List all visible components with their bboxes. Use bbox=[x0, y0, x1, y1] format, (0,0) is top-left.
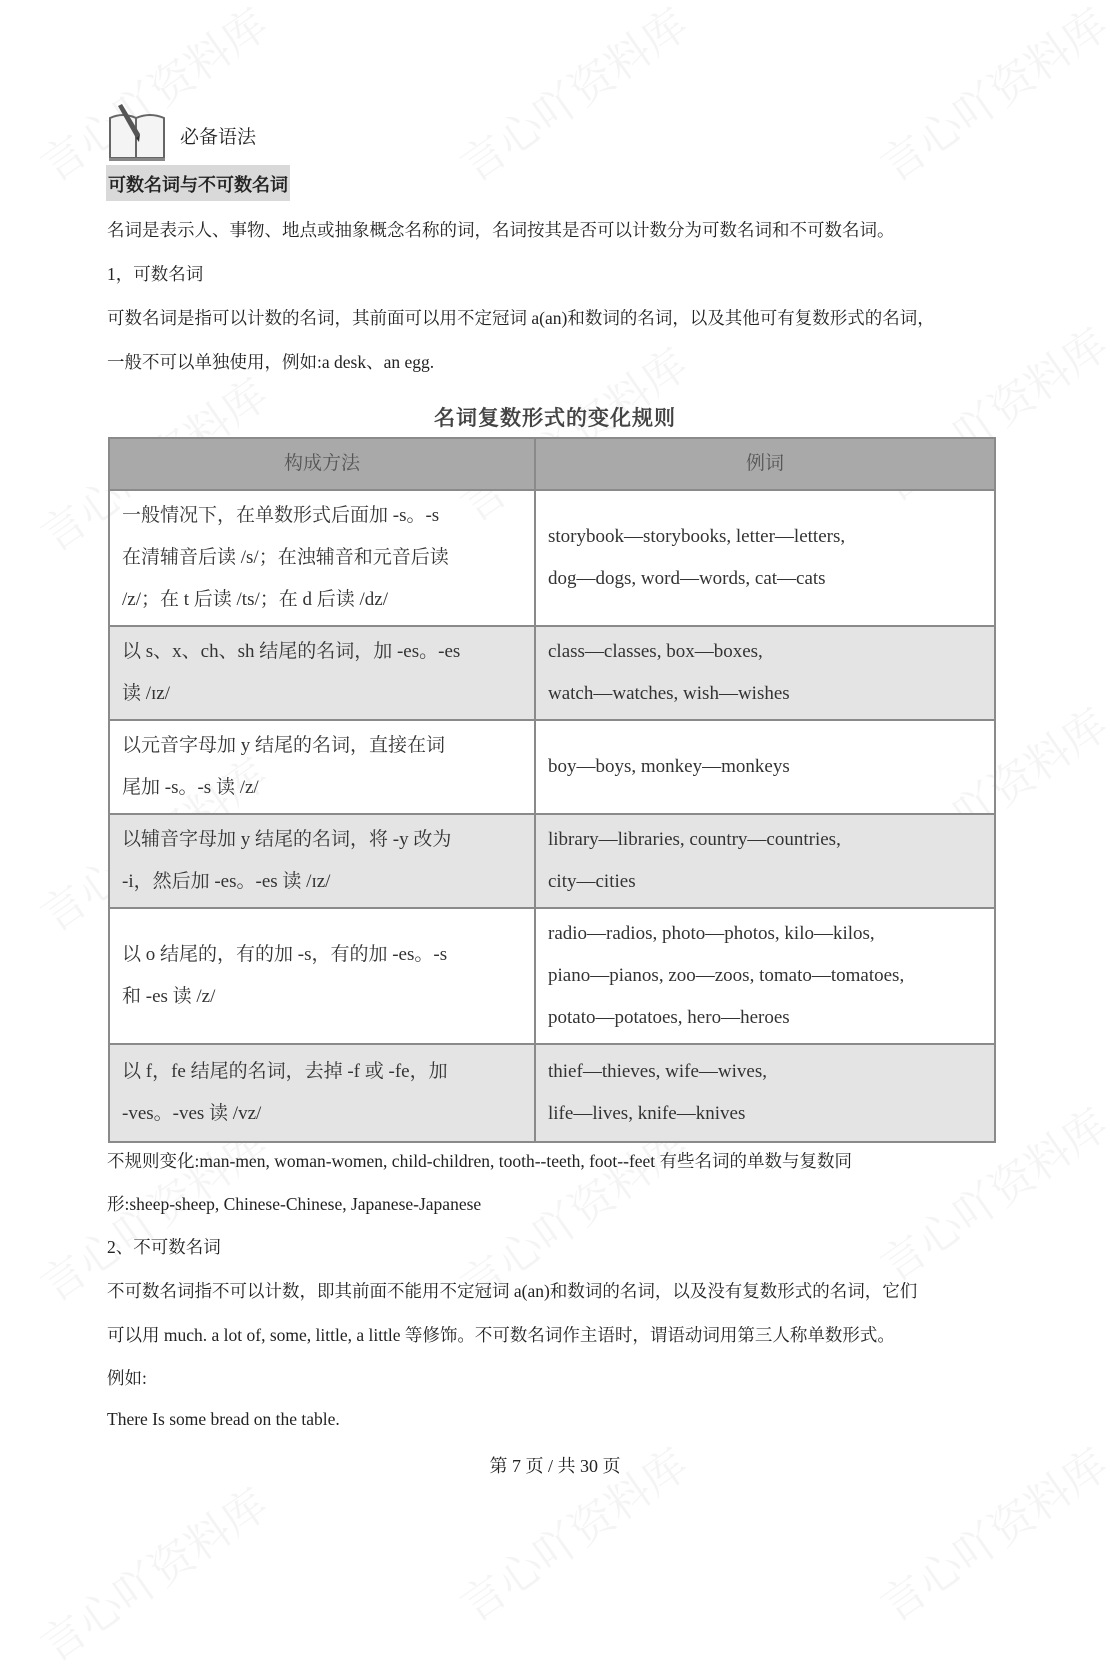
cell-line: 尾加 -s。-s 读 /z/ bbox=[122, 777, 259, 798]
section-title: 可数名词与不可数名词 bbox=[106, 165, 290, 201]
cell-line: thief—thieves, wife—wives, bbox=[548, 1061, 767, 1082]
plural-rules-table bbox=[108, 437, 996, 1143]
examples-cell bbox=[535, 1044, 995, 1142]
cell-line: 以元音字母加 y 结尾的名词，直接在词 bbox=[122, 735, 446, 756]
cell-line: boy—boys, monkey—monkeys bbox=[548, 756, 790, 777]
paragraph: 形:sheep-sheep, Chinese-Chinese, Japanese-Japanese bbox=[107, 1194, 482, 1214]
examples-cell bbox=[535, 814, 995, 908]
paragraph: There Is some bread on the table. bbox=[107, 1409, 340, 1429]
table-row bbox=[109, 626, 995, 720]
examples-cell bbox=[535, 908, 995, 1044]
paragraph: 可以用 much. a lot of, some, little, a little 等修饰。不可数名词作主语时，谓语动词用第三人称单数形式。 bbox=[107, 1325, 895, 1345]
cell-line: 以 o 结尾的，有的加 -s，有的加 -es。-s bbox=[122, 944, 448, 965]
method-cell bbox=[109, 908, 535, 1044]
method-cell bbox=[109, 720, 535, 814]
cell-line: city—cities bbox=[548, 871, 636, 892]
column-header: 构成方法 bbox=[109, 438, 535, 490]
paragraph: 一般不可以单独使用，例如:a desk、an egg. bbox=[107, 352, 435, 372]
cell-line: 以辅音字母加 y 结尾的名词，将 -y 改为 bbox=[122, 829, 452, 850]
book-pen-icon bbox=[106, 104, 168, 162]
section-header-title: 必备语法 bbox=[180, 126, 257, 148]
watermark bbox=[446, 0, 699, 194]
cell-line: life—lives, knife—knives bbox=[548, 1103, 746, 1124]
method-cell bbox=[109, 626, 535, 720]
cell-line: 一般情况下，在单数形式后面加 -s。-s bbox=[122, 505, 440, 526]
column-header: 例词 bbox=[535, 438, 995, 490]
watermark bbox=[866, 0, 1110, 194]
section-header bbox=[106, 104, 256, 162]
table-header-row bbox=[109, 438, 995, 490]
examples-cell bbox=[535, 626, 995, 720]
paragraph: 不可数名词指不可以计数，即其前面不能用不定冠词 a(an)和数词的名词，以及没有复数形式的名词，它们 bbox=[107, 1281, 918, 1301]
cell-line: potato—potatoes, hero—heroes bbox=[548, 1007, 790, 1028]
table-row bbox=[109, 814, 995, 908]
table-row bbox=[109, 720, 995, 814]
paragraph: 1，可数名词 bbox=[107, 264, 204, 284]
cell-line: watch—watches, wish—wishes bbox=[548, 683, 790, 704]
cell-line: 和 -es 读 /z/ bbox=[122, 986, 216, 1007]
cell-line: library—libraries, country—countries, bbox=[548, 829, 841, 850]
cell-line: radio—radios, photo—photos, kilo—kilos, bbox=[548, 923, 875, 944]
cell-line: dog—dogs, word—words, cat—cats bbox=[548, 568, 826, 589]
paragraph: 名词是表示人、事物、地点或抽象概念名称的词，名词按其是否可以计数分为可数名词和不可数名词。 bbox=[107, 220, 895, 240]
paragraph: 2、不可数名词 bbox=[107, 1237, 221, 1257]
paragraph: 可数名词是指可以计数的名词，其前面可以用不定冠词 a(an)和数词的名词，以及其他可有复数形式的名词， bbox=[107, 308, 935, 328]
watermark bbox=[26, 1470, 279, 1674]
cell-line: 以 f，fe 结尾的名词，去掉 -f 或 -fe，加 bbox=[122, 1061, 448, 1082]
table-row bbox=[109, 908, 995, 1044]
method-cell bbox=[109, 490, 535, 626]
method-cell bbox=[109, 1044, 535, 1142]
method-cell bbox=[109, 814, 535, 908]
cell-line: storybook—storybooks, letter—letters, bbox=[548, 526, 846, 547]
table-row bbox=[109, 490, 995, 626]
cell-line: 在清辅音后读 /s/；在浊辅音和元音后读 bbox=[122, 547, 449, 568]
cell-line: 以 s、x、ch、sh 结尾的名词，加 -es。-es bbox=[122, 641, 461, 662]
cell-line: piano—pianos, zoo—zoos, tomato—tomatoes, bbox=[548, 965, 905, 986]
cell-line: 读 /ɪz/ bbox=[122, 683, 171, 704]
examples-cell bbox=[535, 720, 995, 814]
cell-line: class—classes, box—boxes, bbox=[548, 641, 763, 662]
examples-cell bbox=[535, 490, 995, 626]
cell-line: -ves。-ves 读 /vz/ bbox=[122, 1103, 262, 1124]
table-row bbox=[109, 1044, 995, 1142]
paragraph: 不规则变化:man-men, woman-women, child-children, tooth--teeth, foot--feet 有些名词的单数与复数同 bbox=[107, 1151, 853, 1171]
table-caption: 名词复数形式的变化规则 bbox=[434, 406, 676, 430]
paragraph: 例如: bbox=[107, 1368, 147, 1388]
cell-line: -i，然后加 -es。-es 读 /ɪz/ bbox=[122, 871, 331, 892]
page-number: 第 7 页 / 共 30 页 bbox=[489, 1456, 621, 1476]
cell-line: /z/；在 t 后读 /ts/；在 d 后读 /dz/ bbox=[122, 589, 388, 610]
